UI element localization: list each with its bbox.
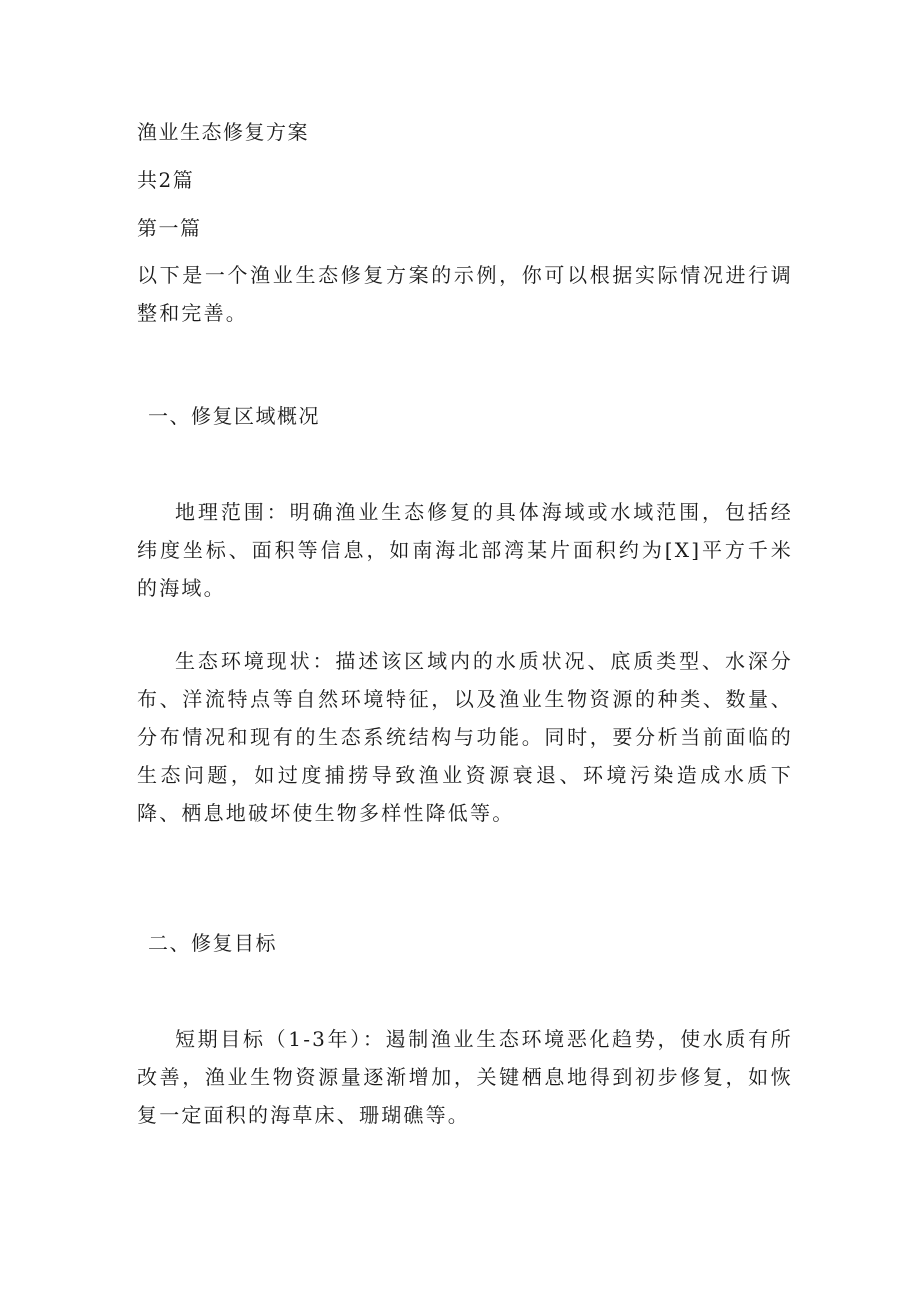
section1-paragraph-2: 生态环境现状：描述该区域内的水质状况、底质类型、水深分布、洋流特点等自然环境特征，以及渔业生物资源的种类、数量、分布情况和现有的生态系统结构与功能。同时，要分析当前面临的生态问题，如过度捕捞导致渔业资源衰退、环境污染造成水质下降、栖息地破坏使生物多样性降低等。 [137,649,793,825]
document-count: 共2篇 [137,168,195,192]
document-part: 第一篇 [137,216,202,240]
section2-paragraph-1: 短期目标（1-3年）：遏制渔业生态环境恶化趋势，使水质有所改善，渔业生物资源量逐渐增加，关键栖息地得到初步修复，如恢复一定面积的海草床、珊瑚礁等。 [137,1027,793,1127]
section1-heading: 一、修复区域概况 [148,404,320,428]
section1-paragraph-1: 地理范围：明确渔业生态修复的具体海域或水域范围，包括经纬度坐标、面积等信息，如南海北部湾某片面积约为[X]平方千米的海域。 [137,500,793,600]
section2-heading: 二、修复目标 [148,931,277,955]
document-title: 渔业生态修复方案 [137,120,309,144]
intro-paragraph: 以下是一个渔业生态修复方案的示例，你可以根据实际情况进行调整和完善。 [137,263,793,325]
